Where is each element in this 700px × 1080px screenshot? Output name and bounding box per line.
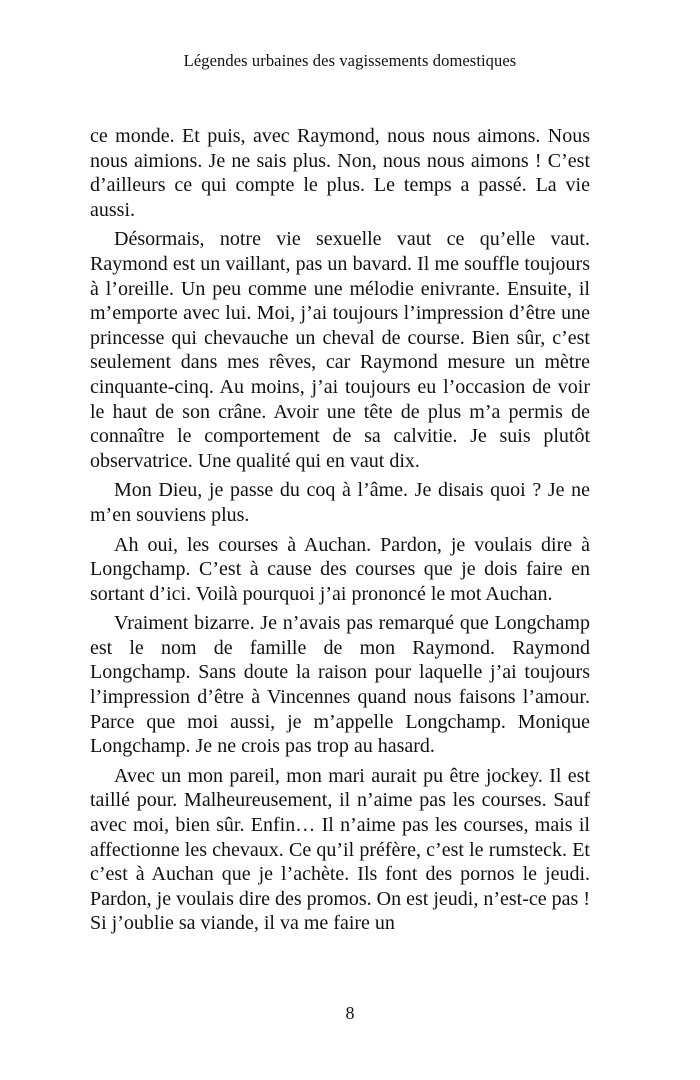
paragraph: Désormais, notre vie sexuelle vaut ce qu’elle vaut. Raymond est un vaillant, pas un bavard. Il me souffle toujours à l’oreille. Un peu comme une mélodie enivrante. Ensuite, il m’emporte avec lui. Moi, j’ai toujours l’impression d’être une princesse qui chevauche un cheval de course. Bien sûr, c’est seulement dans mes rêves, car Raymond mesure un mètre cinquante-cinq. Au moins, j’ai toujours eu l’occasion de voir le haut de son crâne. Avoir une tête de plus m’a permis de connaître le comportement de sa calvitie. Je suis plutôt observatrice. Une qualité qui en vaut dix. — [90, 228, 590, 472]
paragraph: Avec un mon pareil, mon mari aurait pu être jockey. Il est taillé pour. Malheureusement, il n’aime pas les courses. Sauf avec moi, bien sûr. Enfin… Il n’aime pas les courses, mais il affectionne les chevaux. Ce qu’il préfère, c’est le rumsteck. Et c’est à Auchan que je l’achète. Ils font des pornos le jeudi. Pardon, je voulais dire des promos. On est jeudi, n’est-ce pas ! Si j’oublie sa viande, il va me faire un — [90, 764, 590, 935]
page-number: 8 — [345, 1003, 355, 1023]
paragraph: Mon Dieu, je passe du coq à l’âme. Je disais quoi ? Je ne m’en souviens plus. — [90, 479, 590, 526]
paragraph: Ah oui, les courses à Auchan. Pardon, je voulais dire à Longchamp. C’est à cause des courses que je dois faire en sortant d’ici. Voilà pourquoi j’ai prononcé le mot Auchan. — [90, 533, 590, 605]
paragraph: Vraiment bizarre. Je n’avais pas remarqué que Longchamp est le nom de famille de mon Raymond. Raymond Longchamp. Sans doute la raison pour laquelle j’ai toujours l’impression d’être à Vincennes quand nous faisons l’amour. Parce que moi aussi, je m’appelle Longchamp. Monique Longchamp. Je ne crois pas trop au hasard. — [90, 612, 590, 758]
running-header: Légendes urbaines des vagissements domestiques — [183, 51, 517, 70]
paragraph: ce monde. Et puis, avec Raymond, nous nous aimons. Nous nous aimions. Je ne sais plus. Non, nous nous aimons ! C’est d’ailleurs ce qui compte le plus. Le temps a passé. La vie aussi. — [90, 125, 590, 221]
body-text — [90, 124, 590, 941]
